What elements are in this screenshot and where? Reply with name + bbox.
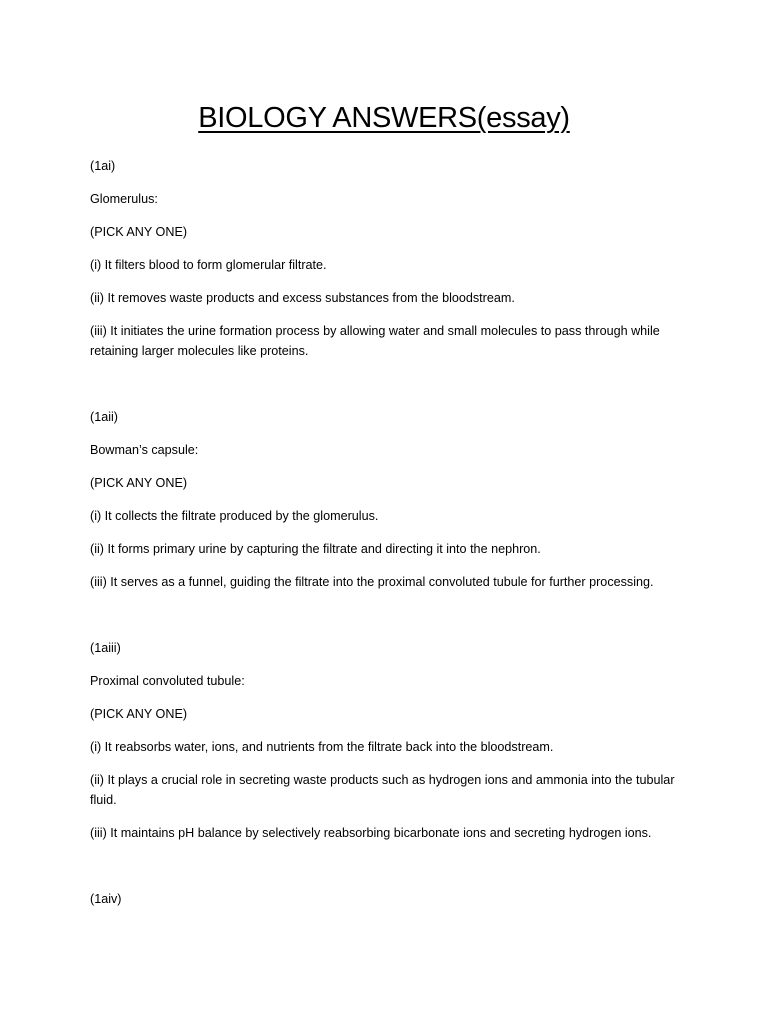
section-1aii bbox=[90, 407, 690, 592]
section-spacer bbox=[90, 374, 690, 407]
section-label: (1aiv) bbox=[90, 892, 122, 906]
section-heading: Proximal convoluted tubule: bbox=[90, 674, 245, 688]
section-instruction: (PICK ANY ONE) bbox=[90, 707, 188, 721]
section-heading: Glomerulus: bbox=[90, 192, 158, 206]
section-label: (1aiii) bbox=[90, 641, 121, 655]
answer-point: (iii) It initiates the urine formation process by allowing water and small molecules to pass through while retaining larger molecules like proteins. bbox=[90, 324, 660, 358]
answer-point: (iii) It maintains pH balance by selectively reabsorbing bicarbonate ions and secreting hydrogen ions. bbox=[90, 826, 652, 840]
section-1ai bbox=[90, 156, 690, 361]
section-instruction: (PICK ANY ONE) bbox=[90, 225, 188, 239]
section-label: (1ai) bbox=[90, 159, 116, 173]
answer-point: (iii) It serves as a funnel, guiding the filtrate into the proximal convoluted tubule for further processing. bbox=[90, 575, 654, 589]
answer-point: (i) It filters blood to form glomerular filtrate. bbox=[90, 258, 327, 272]
section-label: (1aii) bbox=[90, 410, 118, 424]
answer-point: (ii) It forms primary urine by capturing the filtrate and directing it into the nephron. bbox=[90, 542, 541, 556]
section-spacer bbox=[90, 856, 690, 889]
section-spacer bbox=[90, 605, 690, 638]
answer-point: (ii) It plays a crucial role in secreting waste products such as hydrogen ions and ammonia into the tubular fluid. bbox=[90, 773, 675, 807]
document-title: BIOLOGY ANSWERS(essay) bbox=[198, 102, 570, 134]
section-1aiii bbox=[90, 638, 690, 843]
section-heading: Bowman’s capsule: bbox=[90, 443, 199, 457]
answer-point: (i) It reabsorbs water, ions, and nutrients from the filtrate back into the bloodstream. bbox=[90, 740, 554, 754]
section-instruction: (PICK ANY ONE) bbox=[90, 476, 188, 490]
section-1aiv bbox=[90, 889, 690, 909]
document-body bbox=[90, 156, 690, 922]
answer-point: (i) It collects the filtrate produced by the glomerulus. bbox=[90, 509, 379, 523]
answer-point: (ii) It removes waste products and excess substances from the bloodstream. bbox=[90, 291, 515, 305]
